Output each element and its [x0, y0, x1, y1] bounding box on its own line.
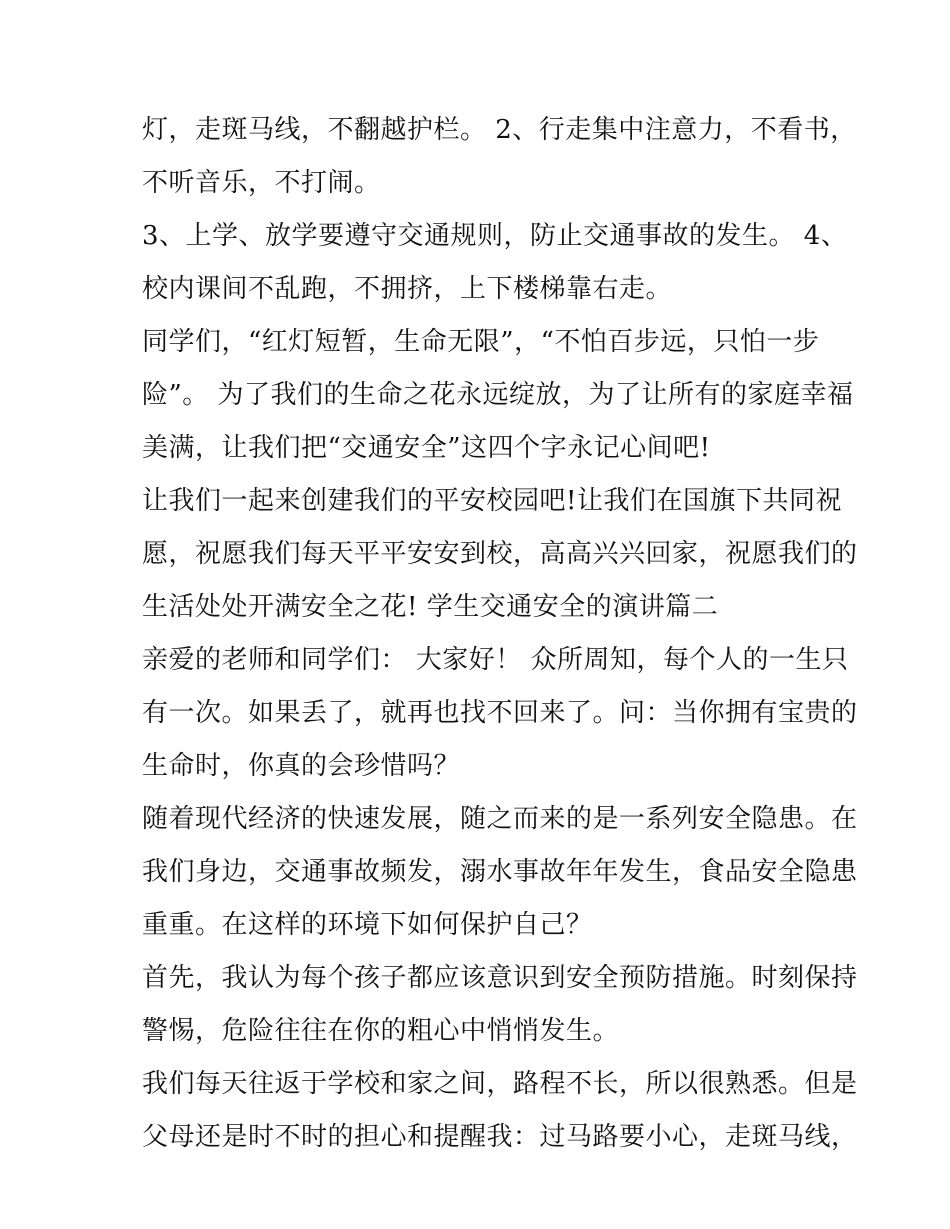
text-line: 生活处处开满安全之花! 学生交通安全的演讲篇二 [142, 592, 719, 622]
text-line: 我们每天往返于学校和家之间，路程不长，所以很熟悉。但是 [142, 1069, 858, 1099]
text-line: 有一次。如果丢了，就再也找不回来了。问：当你拥有宝贵的 [142, 698, 858, 728]
text-line: 校内课间不乱跑，不拥挤，上下楼梯靠右走。 [142, 274, 673, 304]
text-line: 让我们一起来创建我们的平安校园吧!让我们在国旗下共同祝 [142, 486, 842, 516]
text-line: 灯，走斑马线，不翻越护栏。 2、行走集中注意力，不看书， [142, 115, 857, 145]
text-line: 重重。在这样的环境下如何保护自己？ [142, 910, 593, 940]
text-line: 随着现代经济的快速发展，随之而来的是一系列安全隐患。在 [142, 804, 858, 834]
text-line: 3、上学、放学要遵守交通规则，防止交通事故的发生。 4、 [142, 221, 848, 251]
text-line: 生命时，你真的会珍惜吗？ [142, 751, 461, 781]
text-line: 警惕，危险往往在你的粗心中悄悄发生。 [142, 1016, 620, 1046]
text-line: 首先，我认为每个孩子都应该意识到安全预防措施。时刻保持 [142, 963, 858, 993]
document-body [142, 104, 858, 1164]
text-line: 不听音乐，不打闹。 [142, 168, 381, 198]
text-line: 亲爱的老师和同学们： 大家好！ 众所周知，每个人的一生只 [142, 645, 849, 675]
text-line: 父母还是时不时的担心和提醒我：过马路要小心，走斑马线， [142, 1122, 858, 1152]
text-line: 愿，祝愿我们每天平平安安到校，高高兴兴回家，祝愿我们的 [142, 539, 858, 569]
text-line: 险”。 为了我们的生命之花永远绽放，为了让所有的家庭幸福 [142, 380, 854, 410]
text-line: 我们身边，交通事故频发，溺水事故年年发生，食品安全隐患 [142, 857, 858, 887]
text-line: 美满，让我们把“交通安全”这四个字永记心间吧! [142, 433, 711, 463]
text-line: 同学们，“红灯短暂，生命无限”，“不怕百步远，只怕一步 [142, 327, 820, 357]
